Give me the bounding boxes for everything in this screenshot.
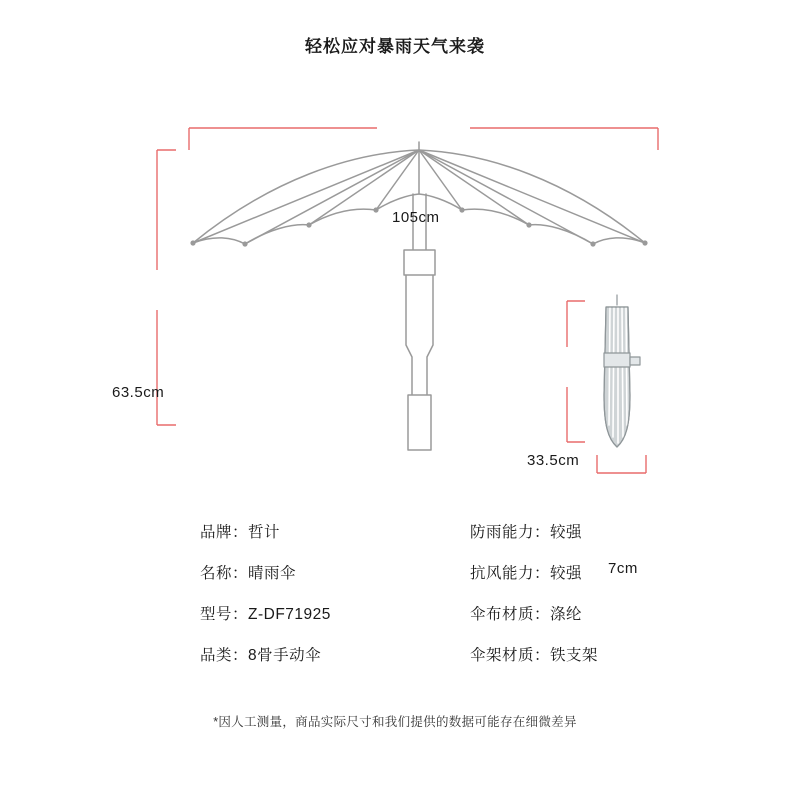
dimension-label-folded-height: 33.5cm [527,452,580,469]
spec-row [200,602,390,624]
dimension-label-open-width: 105cm [392,209,440,226]
footnote: *因人工测量，商品实际尺寸和我们提供的数据可能存在细微差异 [213,715,577,729]
spec-key: 防雨能力： [470,524,551,541]
spec-column-left [100,520,390,665]
spec-row [200,643,390,665]
spec-key: 品类： [200,647,249,664]
spec-value: 晴雨伞 [248,565,297,582]
diagram-svg [0,95,790,505]
spec-value: 较强 [550,524,583,541]
spec-value: 8骨手动伞 [248,647,322,664]
spec-row [470,602,690,624]
dimension-label-folded-width: 7cm [608,560,638,577]
spec-value: Z-DF71925 [248,606,331,623]
folded-height-bracket [567,301,585,442]
spec-value: 较强 [550,565,583,582]
specification-table [0,520,790,665]
spec-key: 型号： [200,606,249,623]
folded-width-bracket [597,455,646,473]
spec-key: 抗风能力： [470,565,551,582]
open-umbrella-illustration [190,142,647,450]
spec-value: 涤纶 [550,606,583,623]
folded-umbrella-illustration [604,295,640,447]
spec-column-right [390,520,690,665]
spec-row [470,643,690,665]
dimension-label-open-height: 63.5cm [112,384,165,401]
spec-key: 伞布材质： [470,606,551,623]
spec-value: 铁支架 [550,647,599,664]
spec-row [200,520,390,542]
width-dimension-bracket [189,128,658,150]
spec-key: 名称： [200,565,249,582]
spec-value: 哲计 [248,524,281,541]
spec-key: 伞架材质： [470,647,551,664]
spec-key: 品牌： [200,524,249,541]
spec-row [200,561,390,583]
spec-row [470,520,690,542]
spec-row [470,561,690,583]
page-title: 轻松应对暴雨天气来袭 [305,37,485,56]
